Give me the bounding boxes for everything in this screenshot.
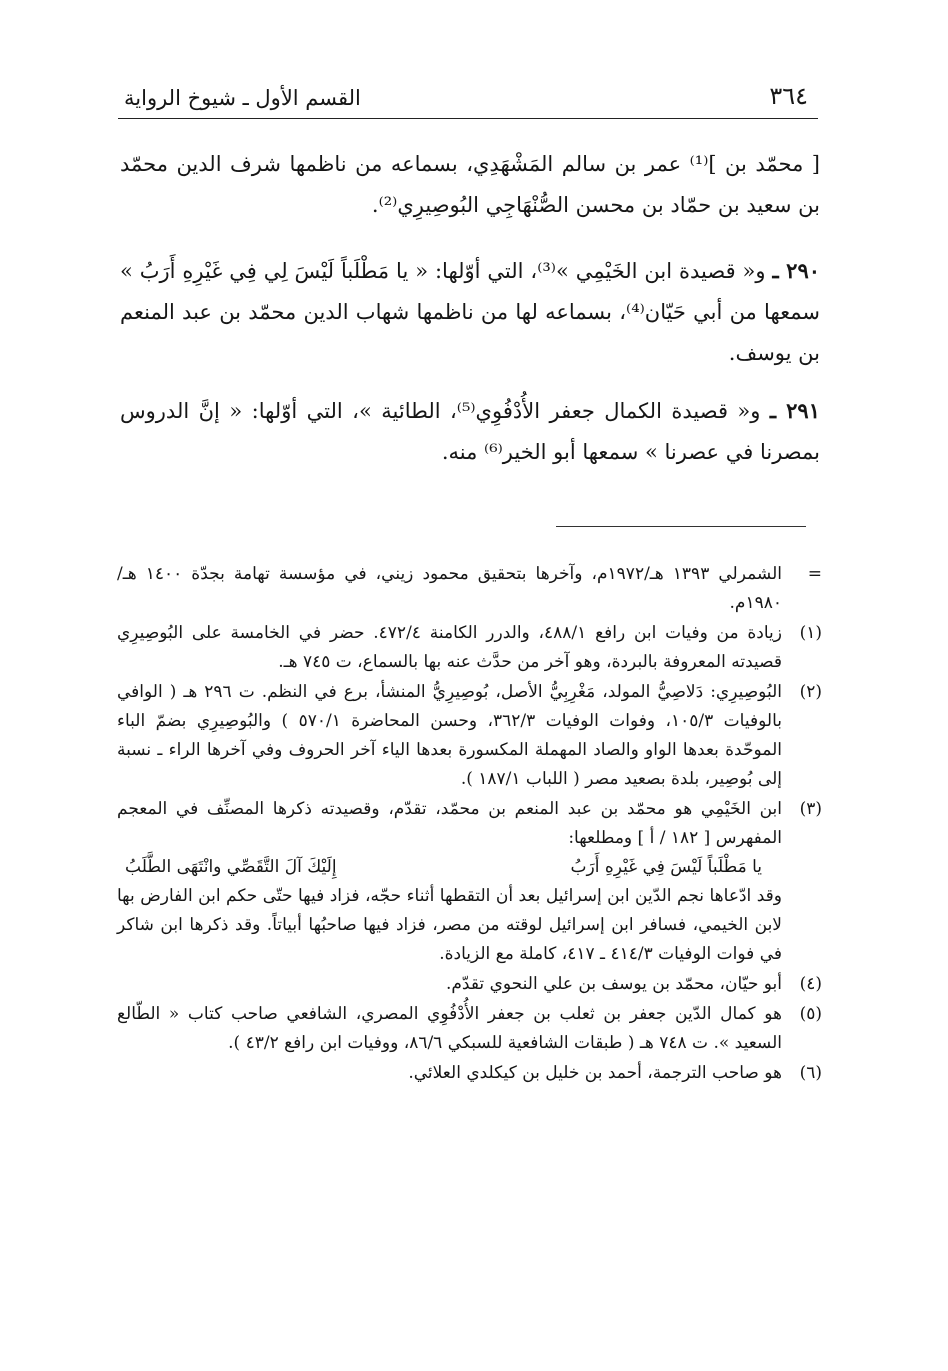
footnote-3: [117, 795, 822, 969]
paragraph-290: [120, 250, 820, 374]
page-number: ٣٦٤: [769, 82, 808, 110]
footnote-6: [117, 1059, 822, 1088]
verse-second-hemistich: إِلَيْكَ آلَ التَّقَصِّي وانْتَهَى الطَّلَبُ: [125, 857, 337, 877]
poem-verse: [117, 853, 782, 882]
paragraph-text: [ محمّد بن ]⁽¹⁾ عمر بن سالم المَشْهَدِي، بسماعه من ناظمها شرف الدين محمّد بن سعيد بن حمّاد بن محسن الصُّنْهَاجِي البُوصِيرِي⁽²⁾.: [120, 152, 820, 217]
footnote-marker: (٤): [799, 974, 822, 994]
footnote-text: هو صاحب الترجمة، أحمد بن خليل بن كيكلدي العلائي.: [408, 1063, 782, 1083]
verse-first-hemistich: يا مَطْلَباً لَيْسَ فِي غَيْرِهِ أَرَبُ: [570, 857, 762, 877]
footnote-marker: (٣): [799, 799, 822, 819]
running-title: القسم الأول ـ شيوخ الرواية: [124, 86, 361, 110]
footnote-5: [117, 1000, 822, 1058]
footnote-4: [117, 970, 822, 999]
page-header: [118, 78, 818, 119]
footnotes: [117, 560, 822, 1089]
footnote-marker: (٢): [799, 682, 822, 702]
footnote-marker: (١): [799, 623, 822, 643]
footnote-text-continued: وقد ادّعاها نجم الدّين ابن إسرائيل بعد أن التقطها أثناء حجّه، فزاد فيها حتّى حكم ابن الفارض بها لابن الخيمي، فسافر ابن إسرائيل لوقته من مصر، فزاد فيها صاحبُها أبياتاً. وقد ذكرها ابن شاكر في فوات الوفيات ٤١٤/٣ ـ ٤١٧، كاملة مع الزيادة.: [117, 886, 782, 964]
footnote-2: [117, 678, 822, 794]
footnote-marker: (٥): [799, 1004, 822, 1024]
entry-number: ٢٩٠ ـ: [772, 258, 821, 283]
entry-number: ٢٩١ ـ: [769, 398, 820, 423]
paragraph-text: و« قصيدة ابن الخَيْمِي »⁽³⁾، التي أوّلها: « يا مَطْلَباً لَيْسَ لِي فِي غَيْرِهِ أَرَبُ » سمعها من أبي حَيّان⁽⁴⁾، بسماعه لها من ناظمها شهاب الدين محمّد بن عبد المنعم بن يوسف.: [120, 259, 820, 365]
footnote-text: البُوصِيرِي: دَلاصِيُّ المولد، مَغْرِبِيُّ الأصل، بُوصِيرِيُّ المنشأ، برع في النظم. ت ٢٩٦ هـ ( الوافي بالوفيات ١٠٥/٣، وفوات الوفيات ٣٦٢/٣، وحسن المحاضرة ٥٧٠/١ ) والبُوصِيرِي بضمّ الباء الموحّدة بعدها الواو والصاد المهملة المكسورة بعدها الياء آخر الحروف وفي آخرها الراء ـ نسبة إلى بُوصِير، بلدة بصعيد مصر ( اللباب ١٨٧/١ ).: [117, 682, 782, 789]
footnote-1: [117, 619, 822, 677]
footnote-text: ابن الخَيْمِي هو محمّد بن عبد المنعم بن محمّد، تقدّم، وقصيدته ذكرها المصنِّف في المعجم المفهرس [ ١٨٢ / أ ] ومطلعها:: [117, 799, 782, 848]
paragraph-291: [120, 390, 820, 473]
footnote-marker: =: [807, 564, 822, 584]
paragraph-text: و« قصيدة الكمال جعفر الأُدْفُوِي⁽⁵⁾، الطائية »، التي أوّلها: « إنَّ الدروس بمصرنا في عصرنا » سمعها أبو الخير⁽⁶⁾ منه.: [120, 399, 820, 464]
footnote-text: زيادة من وفيات ابن رافع ٤٨٨/١، والدرر الكامنة ٤٧٢/٤. حضر في الخامسة على البُوصِيرِي قصيدته المعروفة بالبردة، وهو آخر من حدَّث عنه بها بالسماع، ت ٧٤٥ هـ.: [117, 623, 782, 672]
footnote-text: هو كمال الدّين جعفر بن ثعلب بن جعفر الأُدْفُوِي المصري، الشافعي صاحب كتاب « الطّالع السعيد ». ت ٧٤٨ هـ ( طبقات الشافعية للسبكي ٨٦/٦، ووفيات ابن رافع ٤٣/٢ ).: [117, 1004, 782, 1053]
footnote-text: أبو حيّان، محمّد بن يوسف بن علي النحوي تقدّم.: [445, 974, 782, 994]
footnote-divider: [556, 526, 806, 527]
footnote-continuation: [117, 560, 822, 618]
paragraph-1: [120, 144, 820, 226]
footnote-marker: (٦): [799, 1063, 822, 1083]
footnote-text: الشمرلي ١٣٩٣ هـ/١٩٧٢م، وآخرها بتحقيق محمود زيني، في مؤسسة تهامة بجدّة ١٤٠٠ هـ/١٩٨٠م.: [117, 564, 782, 613]
